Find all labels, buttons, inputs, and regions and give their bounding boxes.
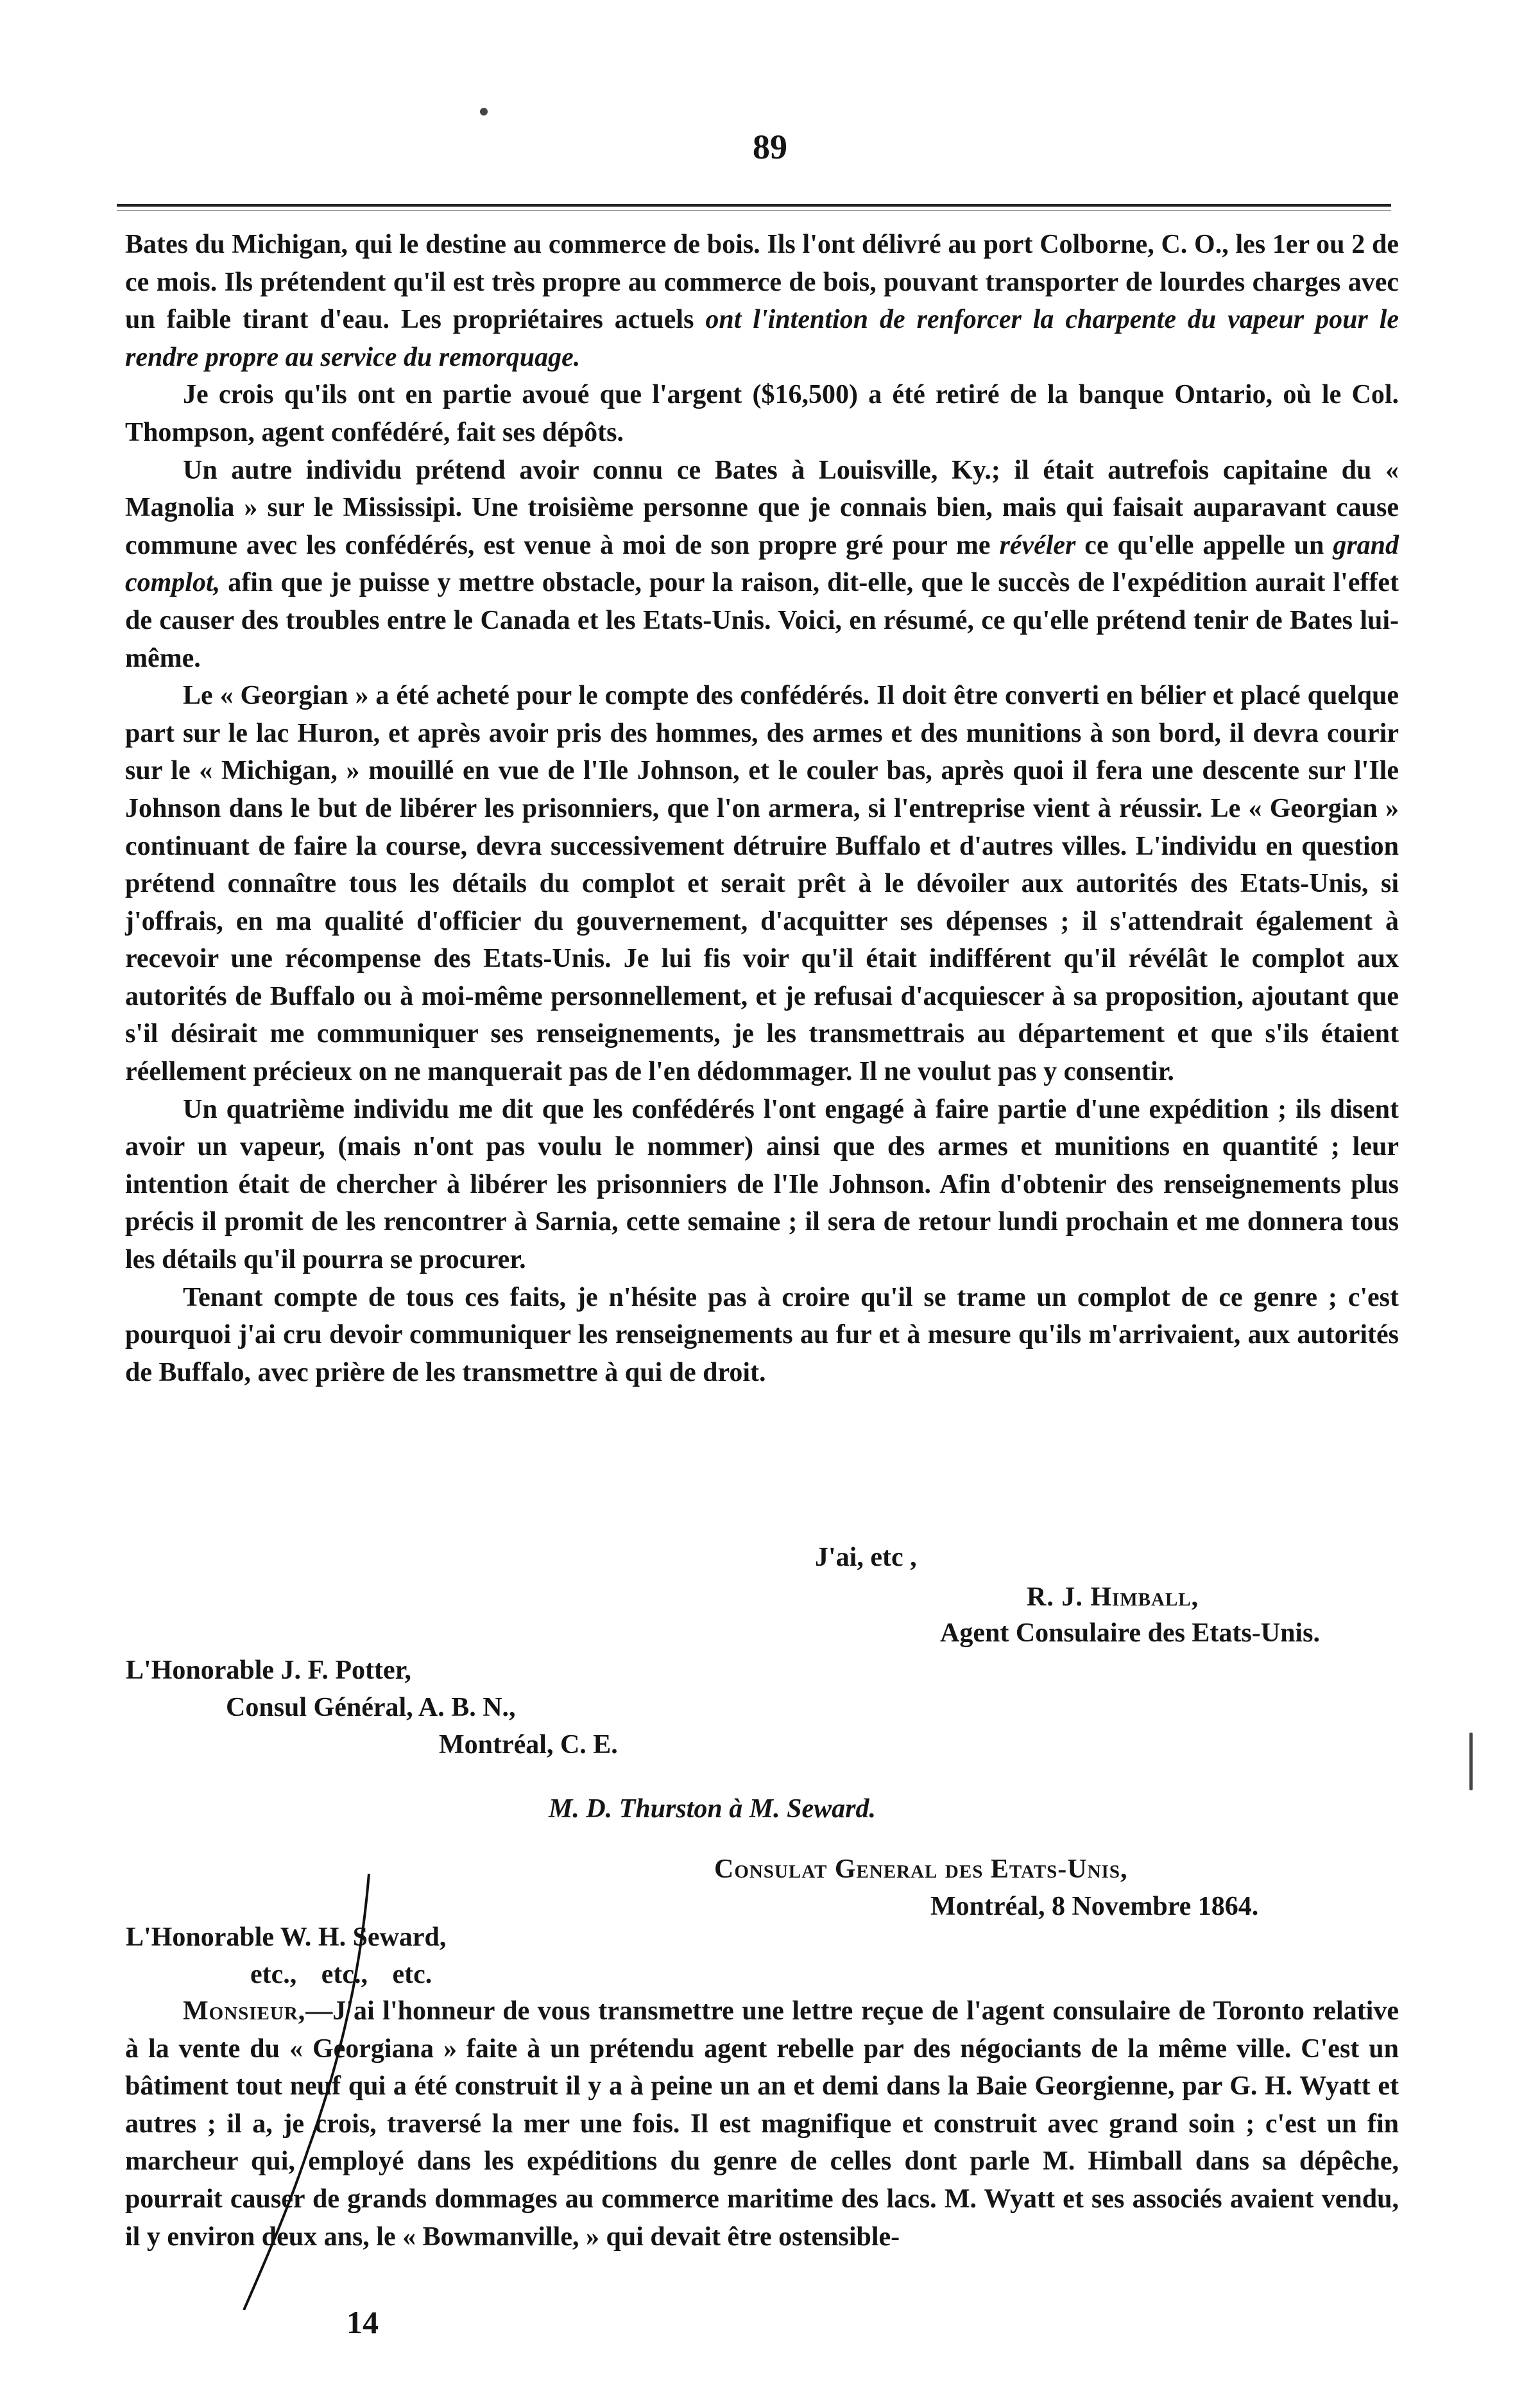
- signatory-name: R. J. Himball,: [1027, 1582, 1199, 1612]
- ink-speck: [1469, 1733, 1473, 1790]
- paragraph-3: Un autre individu prétend avoir connu ce Bates à Louisville, Ky.; il était autrefois capitaine du « Magnolia » sur le Mississipi. Une troisième personne que je connais bien, mais qui faisait auparavant cause commune avec les confédérés, est venue à moi de son propre gré pour me révéler ce qu'elle appelle un grand complot, afin que je puisse y mettre obstacle, pour la raison, dit-elle, que le succès de l'expédition aurait l'effet de causer des troubles entre le Canada et les Etats-Unis. Voici, en résumé, ce qu'elle prétend tenir de Bates lui-même.: [125, 455, 1399, 673]
- letter-2-date: Montréal, 8 Novembre 1864.: [930, 1892, 1259, 1921]
- letter-2-body: [125, 1992, 1399, 2256]
- letter-2-paragraph: Monsieur,—J'ai l'honneur de vous transmettre une lettre reçue de l'agent consulaire de Toronto relative à la vente du « Georgiana » faite à un prétendu agent rebelle par des négociants de la même ville. C'est un bâtiment tout neuf qui a été construit il y a à peine un an et demi dans la Baie Georgienne, par G. H. Wyatt et autres ; il a, je crois, traversé la mer une fois. Il est magnifique et construit avec grand soin ; c'est un fin marcheur qui, employé dans les expéditions du genre de celles dont parle M. Himball dans sa dépêche, pourrait causer de grands dommages au commerce maritime des lacs. M. Wyatt et ses associés avaient vendu, il y environ deux ans, le « Bowmanville, » qui devait être ostensible-: [125, 1996, 1399, 2252]
- letter-2-addressee-etc: etc., etc., etc.: [250, 1960, 432, 1989]
- signatory-title: Agent Consulaire des Etats-Unis.: [940, 1618, 1320, 1648]
- salutation: Monsieur,: [183, 1996, 306, 2026]
- ink-speck: [480, 108, 488, 116]
- addressee-line-3: Montréal, C. E.: [439, 1730, 618, 1760]
- letter-2-addressee: L'Honorable W. H. Seward,: [126, 1923, 447, 1952]
- header-rule: [117, 204, 1391, 210]
- paragraph-5: Un quatrième individu me dit que les confédérés l'ont engagé à faire partie d'une expédition ; ils disent avoir un vapeur, (mais n'ont pas voulu le nommer) ainsi que des armes et munitions en quantité ; leur intention était de chercher à libérer les prisonniers de l'Ile Johnson. Afin d'obtenir des renseignements plus précis il promit de les rencontrer à Sarnia, cette semaine ; il sera de retour lundi prochain et me donnera tous les détails qu'il pourra se procurer.: [125, 1094, 1399, 1275]
- addressee-line-1: L'Honorable J. F. Potter,: [126, 1656, 411, 1685]
- signature-mark: 14: [346, 2304, 379, 2340]
- letter-2-heading: M. D. Thurston à M. Seward.: [549, 1794, 876, 1824]
- italic-phrase: ont l'intention de renforcer la charpente du vapeur pour le rendre propre au service du remorquage.: [125, 305, 1399, 372]
- letter-1-body: [125, 226, 1399, 1391]
- paragraph-6: Tenant compte de tous ces faits, je n'hésite pas à croire qu'il se trame un complot de ce genre ; c'est pourquoi j'ai cru devoir communiquer les renseignements au fur et à mesure qu'ils m'arrivaient, aux autorités de Buffalo, avec prière de les transmettre à qui de droit.: [125, 1282, 1399, 1387]
- paragraph-4: Le « Georgian » a été acheté pour le compte des confédérés. Il doit être converti en bélier et placé quelque part sur le lac Huron, et après avoir pris des hommes, des armes et des munitions à son bord, il devra courir sur le « Michigan, » mouillé en vue de l'Ile Johnson, et le couler bas, après quoi il fera une descente sur l'Ile Johnson dans le but de libérer les prisonniers, que l'on armera, si l'entreprise vient à réussir. Le « Georgian » continuant de faire la course, devra successivement détruire Buffalo et d'autres villes. L'individu en question prétend connaître tous les détails du complot et serait prêt à le dévoiler aux autorités des Etats-Unis, si j'offrais, en ma qualité d'officier du gouvernement, d'acquitter ses dépenses ; il s'attendrait également à recevoir une récompense des Etats-Unis. Je lui fis voir qu'il était indifférent qu'il révélât le complot aux autorités de Buffalo ou à moi-même personnellement, et je refusai d'acquiescer à sa proposition, ajoutant que s'il désirait me communiquer ses renseignements, je les transmettrais au département et que s'ils étaient réellement précieux on ne manquerait pas de l'en dédommager. Il ne voulut pas y consentir.: [125, 681, 1399, 1087]
- paragraph-1: Bates du Michigan, qui le destine au commerce de bois. Ils l'ont délivré au port Colborne, C. O., les 1er ou 2 de ce mois. Ils prétendent qu'il est très propre au commerce de bois, pouvant transporter de lourdes charges avec un faible tirant d'eau. Les propriétaires actuels ont l'intention de renforcer la charpente du vapeur pour le rendre propre au service du remorquage.: [125, 230, 1399, 372]
- paragraph-2: Je crois qu'ils ont en partie avoué que l'argent ($16,500) a été retiré de la banque Ontario, où le Col. Thompson, agent confédéré, fait ses dépôts.: [125, 380, 1399, 447]
- letter-2-dateline: Consulat General des Etats-Unis,: [714, 1854, 1128, 1884]
- addressee-line-2: Consul Général, A. B. N.,: [226, 1693, 516, 1722]
- page-number: 89: [753, 128, 787, 166]
- closing-formula: J'ai, etc ,: [815, 1543, 917, 1572]
